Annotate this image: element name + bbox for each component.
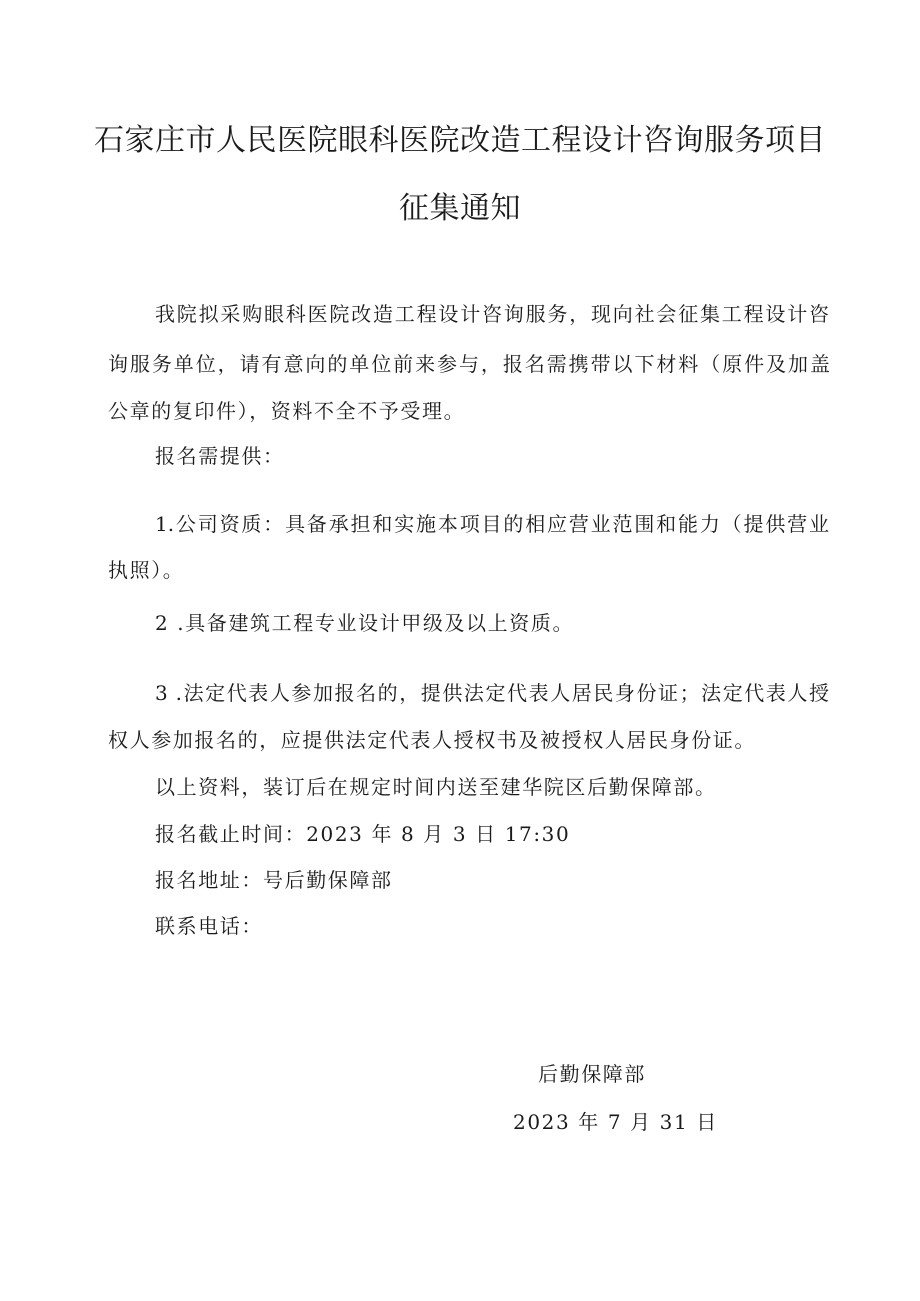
intro-line-1: 我院拟采购眼科医院改造工程设计咨询服务，现向社会征集工程设计咨 <box>155 302 829 326</box>
signature-date: 2023 年 7 月 31 日 <box>513 1110 718 1134</box>
item-3-line-1: 3 .法定代表人参加报名的，提供法定代表人居民身份证；法定代表人授 <box>155 681 829 705</box>
contact-phone: 联系电话： <box>155 914 263 938</box>
address: 报名地址：号后勤保障部 <box>155 868 393 892</box>
signature-department: 后勤保障部 <box>538 1062 646 1086</box>
document-title-line1: 石家庄市人民医院眼科医院改造工程设计咨询服务项目 <box>94 123 826 158</box>
provide-label: 报名需提供： <box>155 444 285 468</box>
deadline: 报名截止时间：2023 年 8 月 3 日 17:30 <box>155 822 571 846</box>
item-1-line-1: 1.公司资质：具备承担和实施本项目的相应营业范围和能力（提供营业 <box>155 512 829 536</box>
intro-line-3: 公章的复印件），资料不全不予受理。 <box>108 399 466 423</box>
intro-line-2: 询服务单位，请有意向的单位前来参与，报名需携带以下材料（原件及加盖 <box>108 352 830 376</box>
submit-note: 以上资料，装订后在规定时间内送至建华院区后勤保障部。 <box>155 775 717 799</box>
item-3-line-2: 权人参加报名的，应提供法定代表人授权书及被授权人居民身份证。 <box>108 728 756 752</box>
document-title-line2: 征集通知 <box>399 191 521 226</box>
item-2: 2 .具备建筑工程专业设计甲级及以上资质。 <box>155 611 575 635</box>
item-1-line-2: 执照）。 <box>108 558 185 582</box>
